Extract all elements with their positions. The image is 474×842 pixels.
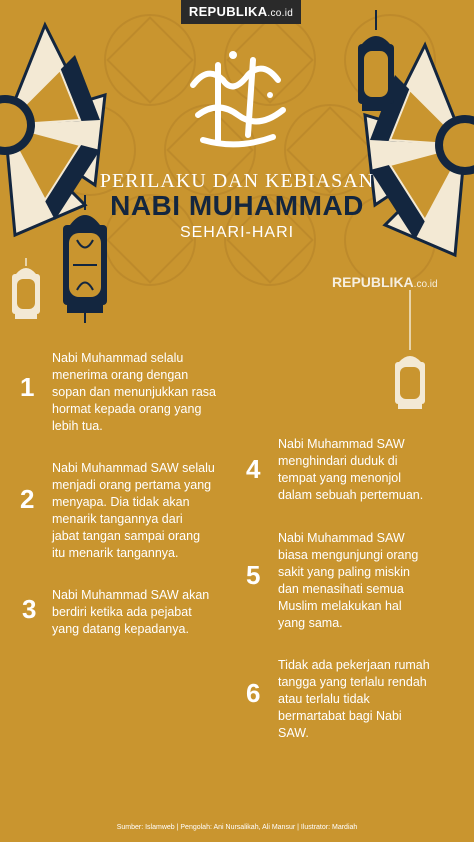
item-line: Nabi Muhammad SAW akan bbox=[52, 588, 210, 602]
item-line: menyapa. Dia tidak akan bbox=[52, 495, 190, 509]
item-line: lebih tua. bbox=[52, 419, 103, 433]
item-number-5: 5 bbox=[246, 560, 261, 590]
item-line: Nabi Muhammad SAW bbox=[278, 531, 405, 545]
brand-name: REPUBLIKA bbox=[188, 4, 268, 19]
item-text-6 bbox=[278, 657, 430, 742]
item-line: menarik tangannya dari bbox=[52, 512, 183, 526]
item-text-5 bbox=[278, 530, 418, 632]
item-line: Nabi Muhammad selalu bbox=[52, 351, 184, 365]
item-line: Nabi Muhammad SAW selalu bbox=[52, 461, 215, 475]
item-line: jabat tangan sampai orang bbox=[52, 529, 201, 543]
calligraphy-icon bbox=[178, 45, 298, 155]
title-line3: SEHARI-HARI bbox=[179, 224, 295, 241]
item-line: yang sama. bbox=[278, 616, 343, 630]
item-line: bermartabat bagi Nabi bbox=[278, 709, 402, 723]
title-line1: PERILAKU DAN KEBIASAN bbox=[99, 170, 375, 192]
item-number-1: 1 bbox=[20, 372, 35, 402]
brand-tld: .co.id bbox=[267, 8, 294, 19]
lantern-right-small-icon bbox=[390, 290, 430, 420]
item-line: sakit yang paling miskin bbox=[278, 565, 411, 579]
lantern-left-small-icon bbox=[8, 258, 44, 328]
item-number-3: 3 bbox=[22, 594, 37, 624]
item-number-2: 2 bbox=[20, 484, 35, 514]
item-text-4 bbox=[278, 436, 423, 504]
item-line: Tidak ada pekerjaan rumah bbox=[278, 658, 430, 672]
lantern-right-top-icon bbox=[352, 10, 400, 120]
item-line: Muslim melakukan hal bbox=[278, 599, 402, 613]
item-line: tangga yang terlalu rendah bbox=[278, 675, 427, 689]
item-line: berdiri ketika ada pejabat bbox=[52, 605, 192, 619]
item-line: sopan dan menunjukkan rasa bbox=[52, 385, 217, 399]
item-text-1 bbox=[52, 350, 216, 435]
item-line: biasa mengunjungi orang bbox=[278, 548, 419, 562]
item-line: Nabi Muhammad SAW bbox=[278, 437, 405, 451]
item-line: itu menarik tangannya. bbox=[52, 546, 179, 560]
item-line: dan menasihati semua bbox=[278, 582, 404, 596]
item-text-3 bbox=[52, 587, 209, 638]
item-line: menjadi orang pertama yang bbox=[52, 478, 212, 492]
item-line: hormat kepada orang yang bbox=[52, 402, 202, 416]
item-line: yang datang kepadanya. bbox=[52, 622, 189, 636]
item-line: menerima orang dengan bbox=[52, 368, 189, 382]
watermark-tld: .co.id bbox=[413, 279, 438, 290]
title-main: NABI MUHAMMAD bbox=[110, 190, 364, 221]
item-text-2 bbox=[52, 460, 215, 562]
brand-logo bbox=[181, 0, 301, 24]
item-line: menghindari duduk di bbox=[278, 454, 398, 468]
item-number-4: 4 bbox=[246, 454, 261, 484]
watermark-logo bbox=[332, 274, 438, 290]
item-line: tempat yang menonjol bbox=[278, 471, 401, 485]
item-line: dalam sebuah pertemuan. bbox=[278, 488, 424, 502]
item-number-6: 6 bbox=[246, 678, 261, 708]
watermark-name: REPUBLIKA bbox=[332, 274, 414, 290]
item-line: SAW. bbox=[278, 726, 309, 740]
footer-credits: Sumber: Islamweb | Pengolah: Ani Nursalikah, Ali Mansur | Ilustrator: Mardiah bbox=[116, 824, 358, 831]
item-line: atau terlalu tidak bbox=[278, 692, 370, 706]
